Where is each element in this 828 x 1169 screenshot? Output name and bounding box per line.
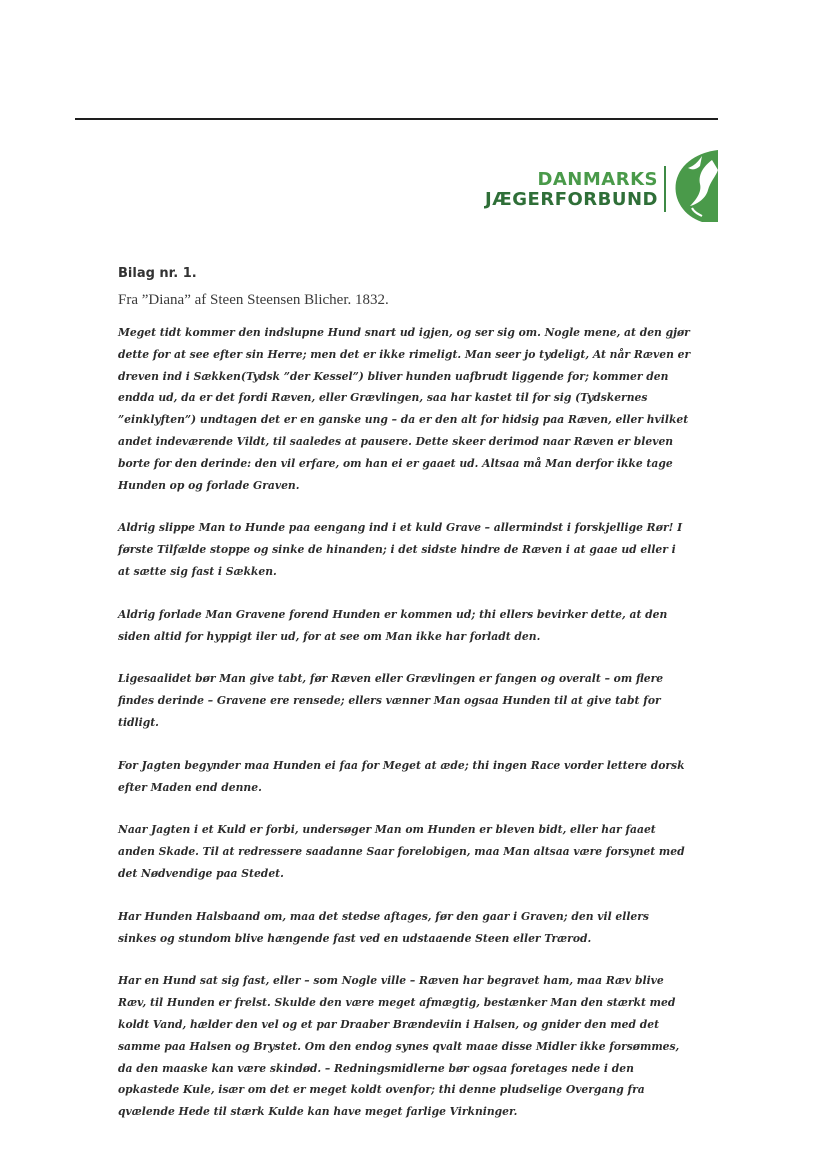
- paragraph-1: Meget tidt kommer den indslupne Hund snart ud igjen, og ser sig om. Nogle mene, at den gjør dette for at see efter sin Herre; men det er ikke rimeligt. Man seer jo tydeligt, At når Ræven er dreven ind i Sækken(Tydsk ”der Kessel”) bliver hunden uafbrudt liggende for; kommer den endda ud, da er det fordi Ræven, eller Grævlingen, saa har kastet til for sig (Tydskernes ”einklyften”) undtagen det er en ganske ung – da er den alt for hidsig paa Ræven, eller hvilket andet indeværende Vildt, til saaledes at pausere. Dette skeer derimod naar Ræven er bleven borte for den derinde: den vil erfare, om han ei er gaaet ud. Altsaa må Man derfor ikke tage Hunden op og forlade Graven.: [118, 325, 691, 492]
- paragraph-2: Aldrig slippe Man to Hunde paa eengang ind i et kuld Grave – allermindst i forskjellige Rør! I første Tilfælde stoppe og sinke de hinanden; i det sidste hindre de Ræven i at gaae ud eller i at sætte sig fast i Sækken.: [118, 520, 683, 578]
- logo-wordmark: [485, 170, 658, 210]
- paragraph-3: Aldrig forlade Man Gravene forend Hunden er kommen ud; thi ellers bevirker dette, at den siden altid for hyppigt iler ud, for at see om Man ikke har forladt den.: [118, 606, 668, 643]
- logo-line-danmarks: DANMARKS: [537, 169, 658, 190]
- header-rule: [75, 118, 718, 120]
- paragraph-5: For Jagten begynder maa Hunden ei faa for Meget at æde; thi ingen Race vorder lettere dorsk efter Maden end denne.: [118, 757, 685, 794]
- paragraph-8: Har en Hund sat sig fast, eller – som Nogle ville – Ræven har begravet ham, maa Ræv blive Ræv, til Hunden er frelst. Skulde den være meget afmægtig, bestænker Man den stærkt med koldt Vand, hælder den vel og et par Draaber Brændeviin i Halsen, og gnider den med det samme paa Halsen og Brystet. Om den endog synes qvalt maae disse Midler ikke forsømmes, da den maaske kan være skindød. – Redningsmidlerne bør ogsaa foretages nede i den opkastede Kule, især om det er meget koldt ovenfor; thi denne pludselige Overgang fra qvælende Hede til stærk Kulde kan have meget farlige Virkninger.: [118, 973, 680, 1119]
- paragraph-7: Har Hunden Halsbaand om, maa det stedse aftages, før den gaar i Graven; den vil ellers sinkes og stundom blive hængende fast ved en udstaaende Steen eller Trærod.: [118, 908, 649, 945]
- deer-head-leaf-icon: [672, 148, 720, 224]
- document-title: Bilag nr. 1.: [118, 266, 197, 281]
- logo-divider: [664, 166, 666, 212]
- logo-line-jaegerforbund: JÆGERFORBUND: [485, 189, 658, 210]
- paragraph-4: Ligesaalidet bør Man give tabt, før Ræven eller Grævlingen er fangen og overalt – om flere findes derinde – Gravene ere rensede; ellers vænner Man ogsaa Hunden til at give tabt for tidligt.: [118, 671, 664, 729]
- paragraph-6: Naar Jagten i et Kuld er forbi, undersøger Man om Hunden er bleven bidt, eller har faaet anden Skade. Til at redressere saadanne Saar forelobigen, maa Man altsaa være forsynet med det Nødvendige paa Stedet.: [118, 822, 685, 880]
- danmarks-jaegerforbund-logo: [485, 148, 720, 228]
- source-citation: Fra ”Diana” af Steen Steensen Blicher. 1832.: [118, 292, 389, 308]
- document-body: [118, 322, 714, 1144]
